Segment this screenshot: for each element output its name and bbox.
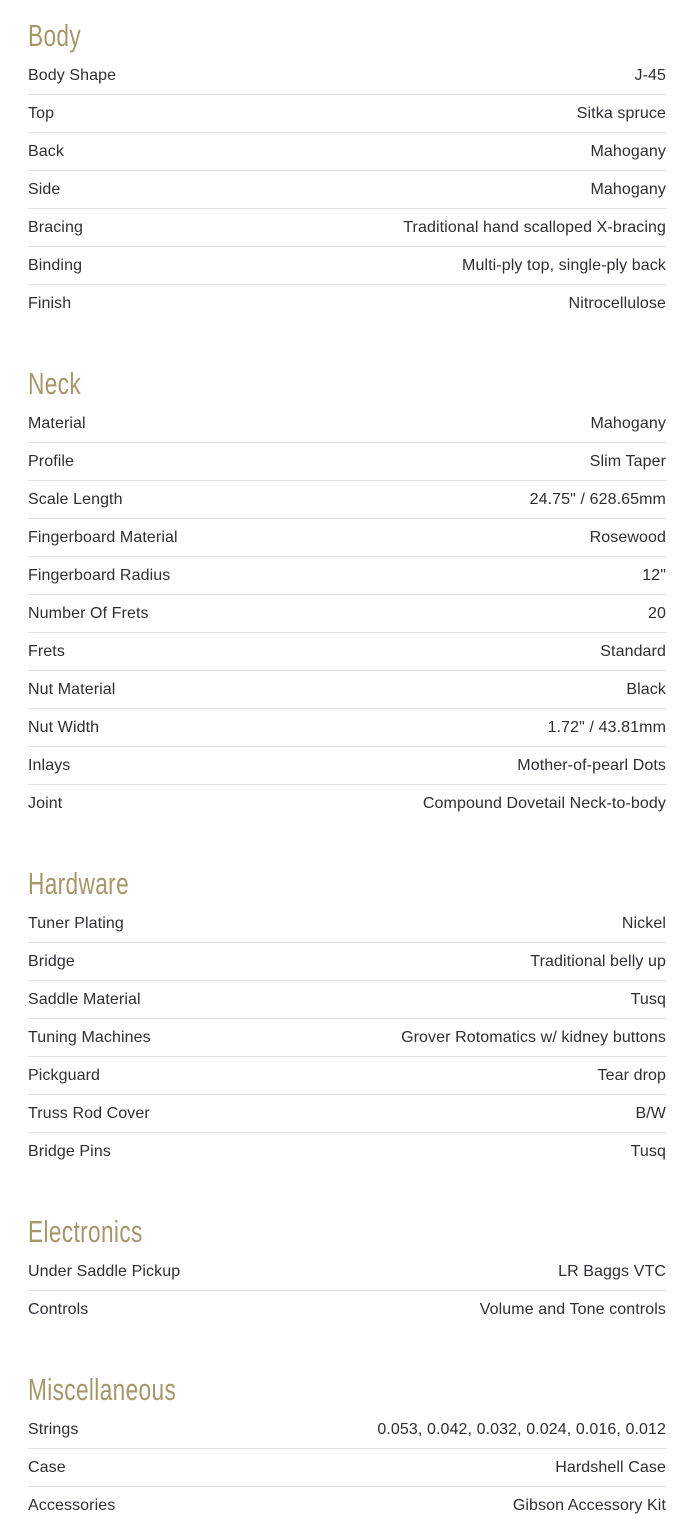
spec-label: Binding xyxy=(28,256,83,274)
spec-value: 1.72" / 43.81mm xyxy=(547,718,666,736)
spec-label: Truss Rod Cover xyxy=(28,1104,150,1122)
section-title-text: Miscellaneous xyxy=(28,1372,177,1407)
spec-row xyxy=(28,443,666,481)
spec-section xyxy=(28,17,666,322)
section-rows xyxy=(28,57,666,322)
spec-row xyxy=(28,57,666,95)
spec-value: Tusq xyxy=(630,1142,666,1160)
section-rows xyxy=(28,1411,666,1524)
spec-row xyxy=(28,481,666,519)
section-title-text: Hardware xyxy=(28,866,130,901)
section-title xyxy=(28,365,666,403)
spec-value: Mahogany xyxy=(590,180,666,198)
spec-label: Top xyxy=(28,104,55,122)
section-rows xyxy=(28,405,666,822)
spec-row xyxy=(28,1253,666,1291)
spec-value: Compound Dovetail Neck-to-body xyxy=(422,794,666,812)
spec-section xyxy=(28,365,666,822)
section-title xyxy=(28,1213,666,1251)
spec-label: Frets xyxy=(28,642,65,660)
spec-value: Volume and Tone controls xyxy=(479,1300,666,1318)
spec-value: Grover Rotomatics w/ kidney buttons xyxy=(401,1028,666,1046)
spec-row xyxy=(28,1057,666,1095)
spec-value: 20 xyxy=(648,604,666,622)
spec-label: Bracing xyxy=(28,218,83,236)
spec-label: Strings xyxy=(28,1420,79,1438)
section-title xyxy=(28,865,666,903)
spec-row xyxy=(28,557,666,595)
spec-row xyxy=(28,209,666,247)
spec-value: Mahogany xyxy=(590,142,666,160)
spec-value: B/W xyxy=(635,1104,666,1122)
spec-value: Tear drop xyxy=(597,1066,666,1084)
spec-label: Tuner Plating xyxy=(28,914,124,932)
spec-label: Back xyxy=(28,142,64,160)
spec-row xyxy=(28,1291,666,1328)
spec-row xyxy=(28,1487,666,1524)
spec-value: Traditional hand scalloped X-bracing xyxy=(403,218,666,236)
section-rows xyxy=(28,905,666,1170)
spec-label: Number Of Frets xyxy=(28,604,149,622)
spec-label: Nut Width xyxy=(28,718,100,736)
spec-label: Accessories xyxy=(28,1496,116,1514)
spec-label: Side xyxy=(28,180,61,198)
spec-row xyxy=(28,95,666,133)
spec-row xyxy=(28,1019,666,1057)
spec-row xyxy=(28,671,666,709)
spec-label: Tuning Machines xyxy=(28,1028,151,1046)
spec-label: Fingerboard Material xyxy=(28,528,178,546)
spec-value: Gibson Accessory Kit xyxy=(512,1496,666,1514)
spec-row xyxy=(28,285,666,322)
spec-value: J-45 xyxy=(634,66,666,84)
spec-value: Multi-ply top, single-ply back xyxy=(462,256,666,274)
spec-row xyxy=(28,171,666,209)
spec-section xyxy=(28,865,666,1170)
spec-value: Traditional belly up xyxy=(530,952,666,970)
spec-value: Black xyxy=(626,680,666,698)
spec-row xyxy=(28,905,666,943)
spec-value: Nickel xyxy=(621,914,666,932)
spec-row xyxy=(28,943,666,981)
spec-row xyxy=(28,247,666,285)
spec-label: Pickguard xyxy=(28,1066,101,1084)
spec-value: 0.053, 0.042, 0.032, 0.024, 0.016, 0.012 xyxy=(377,1420,666,1438)
spec-value: Slim Taper xyxy=(589,452,666,470)
section-title-text: Neck xyxy=(28,366,82,401)
spec-row xyxy=(28,1133,666,1170)
spec-value: Standard xyxy=(600,642,666,660)
section-title xyxy=(28,17,666,55)
spec-label: Profile xyxy=(28,452,75,470)
spec-value: Rosewood xyxy=(589,528,666,546)
spec-sections xyxy=(28,17,666,1524)
spec-row xyxy=(28,595,666,633)
spec-row xyxy=(28,1449,666,1487)
spec-label: Body Shape xyxy=(28,66,117,84)
spec-row xyxy=(28,981,666,1019)
spec-label: Bridge xyxy=(28,952,75,970)
spec-section xyxy=(28,1371,666,1524)
spec-value: Hardshell Case xyxy=(555,1458,666,1476)
spec-value: 12" xyxy=(642,566,666,584)
spec-value: Mother-of-pearl Dots xyxy=(517,756,666,774)
spec-row xyxy=(28,1095,666,1133)
spec-value: LR Baggs VTC xyxy=(558,1262,666,1280)
spec-row xyxy=(28,785,666,822)
spec-label: Nut Material xyxy=(28,680,116,698)
spec-row xyxy=(28,1411,666,1449)
spec-row xyxy=(28,633,666,671)
spec-row xyxy=(28,405,666,443)
spec-row xyxy=(28,709,666,747)
section-title xyxy=(28,1371,666,1409)
spec-value: Nitrocellulose xyxy=(568,294,666,312)
spec-value: Sitka spruce xyxy=(576,104,666,122)
spec-section xyxy=(28,1213,666,1328)
spec-label: Scale Length xyxy=(28,490,123,508)
spec-row xyxy=(28,747,666,785)
spec-label: Controls xyxy=(28,1300,89,1318)
spec-label: Finish xyxy=(28,294,72,312)
section-title-text: Body xyxy=(28,18,82,53)
spec-value: Tusq xyxy=(630,990,666,1008)
spec-label: Inlays xyxy=(28,756,71,774)
spec-value: Mahogany xyxy=(590,414,666,432)
spec-value: 24.75" / 628.65mm xyxy=(529,490,666,508)
spec-label: Saddle Material xyxy=(28,990,141,1008)
section-rows xyxy=(28,1253,666,1328)
spec-label: Joint xyxy=(28,794,63,812)
spec-label: Material xyxy=(28,414,86,432)
spec-label: Under Saddle Pickup xyxy=(28,1262,181,1280)
spec-label: Fingerboard Radius xyxy=(28,566,171,584)
spec-label: Case xyxy=(28,1458,66,1476)
spec-label: Bridge Pins xyxy=(28,1142,111,1160)
spec-row xyxy=(28,133,666,171)
spec-row xyxy=(28,519,666,557)
section-title-text: Electronics xyxy=(28,1214,143,1249)
